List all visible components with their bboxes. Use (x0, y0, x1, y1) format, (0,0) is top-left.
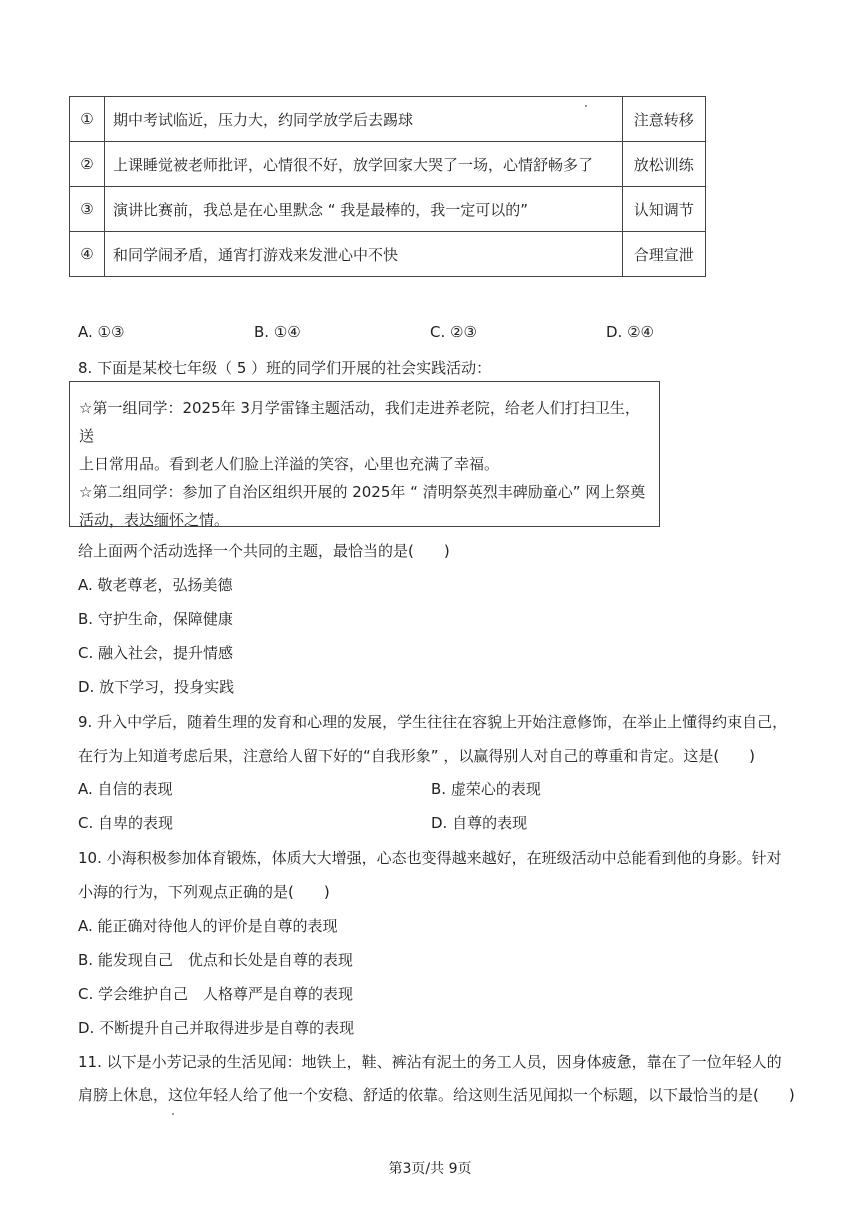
row-description: 演讲比赛前，我总是在心里默念 “ 我是最棒的，我一定可以的” (104, 187, 622, 232)
q7-option-d[interactable]: D. ②④ (606, 323, 654, 341)
emotion-methods-table (69, 96, 706, 277)
q9-option-a[interactable]: A. 自信的表现 (78, 780, 173, 798)
row-description: 和同学闹矛盾，通宵打游戏来发泄心中不快 (104, 232, 622, 277)
table-row (70, 232, 706, 277)
q8-option-c[interactable]: C. 融入社会，提升情感 (78, 644, 234, 662)
q9-stem-line2: 在行为上知道考虑后果，注意给人留下好的“自我形象” ，以赢得别人对自己的尊重和肯定。这是( ) (78, 747, 756, 765)
q11-stem-line1: 11. 以下是小芳记录的生活见闻：地铁上，鞋、裤沾有泥土的务工人员，因身体疲惫，靠在了一位年轻人的 (78, 1053, 782, 1071)
page-footer: 第3页/共 9页 (388, 1161, 472, 1177)
q8-activity-box (69, 381, 660, 527)
q11-stem-line2: 肩膀上休息，这位年轻人给了他一个安稳、舒适的依靠。给这则生活见闻拟一个标题，以下最恰当的是( ) (78, 1086, 795, 1104)
q8-option-b[interactable]: B. 守护生命，保障健康 (78, 610, 233, 628)
row-method: 认知调节 (622, 187, 705, 232)
row-description: 期中考试临近，压力大，约同学放学后去踢球 (104, 97, 622, 142)
table-row (70, 187, 706, 232)
q10-option-d[interactable]: D. 不断提升自己并取得进步是自尊的表现 (78, 1019, 355, 1037)
row-method: 合理宣泄 (622, 232, 705, 277)
row-number: ② (70, 142, 105, 187)
row-number: ① (70, 97, 105, 142)
box-line: 上日常用品。看到老人们脸上洋溢的笑容，心里也充满了幸福。 (79, 455, 500, 473)
row-number: ③ (70, 187, 105, 232)
row-description: 上课睡觉被老师批评，心情很不好，放学回家大哭了一场，心情舒畅多了 (104, 142, 622, 187)
q7-option-c[interactable]: C. ②③ (430, 323, 477, 341)
box-line: ☆第一组同学：2025年 3月学雷锋主题活动，我们走进养老院，给老人们打扫卫生，送 (79, 399, 640, 445)
q10-option-b[interactable]: B. 能发现自己 优点和长处是自尊的表现 (78, 951, 353, 969)
table-row (70, 142, 706, 187)
q8-option-a[interactable]: A. 敬老尊老，弘扬美德 (78, 576, 233, 594)
scan-speck (585, 105, 587, 107)
row-number: ④ (70, 232, 105, 277)
table-row (70, 97, 706, 142)
q10-option-c[interactable]: C. 学会维护自己 人格尊严是自尊的表现 (78, 985, 354, 1003)
q10-stem-line1: 10. 小海积极参加体育锻炼，体质大大增强，心态也变得越来越好，在班级活动中总能看到他的身影。针对 (78, 849, 782, 867)
q7-option-b[interactable]: B. ①④ (254, 323, 301, 341)
row-method: 放松训练 (622, 142, 705, 187)
q9-option-b[interactable]: B. 虚荣心的表现 (431, 780, 541, 798)
q7-options (0, 323, 860, 343)
scan-speck (172, 1113, 174, 1115)
row-method: 注意转移 (622, 97, 705, 142)
q10-stem-line2: 小海的行为，下列观点正确的是( ) (78, 883, 330, 901)
q9-option-c[interactable]: C. 自卑的表现 (78, 814, 174, 832)
box-line: 活动，表达缅怀之情。 (79, 511, 230, 529)
q9-stem-line1: 9. 升入中学后，随着生理的发育和心理的发展，学生往往在容貌上开始注意修饰，在举止上懂得约束自己， (78, 713, 788, 731)
box-line: ☆第二组同学：参加了自治区组织开展的 2025年 “ 清明祭英烈丰碑励童心” 网上祭奠 (79, 483, 646, 501)
q8-question: 给上面两个活动选择一个共同的主题，最恰当的是( ) (78, 542, 450, 560)
q8-option-d[interactable]: D. 放下学习，投身实践 (78, 678, 235, 696)
q10-option-a[interactable]: A. 能正确对待他人的评价是自尊的表现 (78, 917, 338, 935)
q9-option-d[interactable]: D. 自尊的表现 (431, 814, 528, 832)
q8-stem: 8. 下面是某校七年级（ 5 ）班的同学们开展的社会实践活动： (78, 359, 492, 377)
q7-option-a[interactable]: A. ①③ (78, 323, 125, 341)
